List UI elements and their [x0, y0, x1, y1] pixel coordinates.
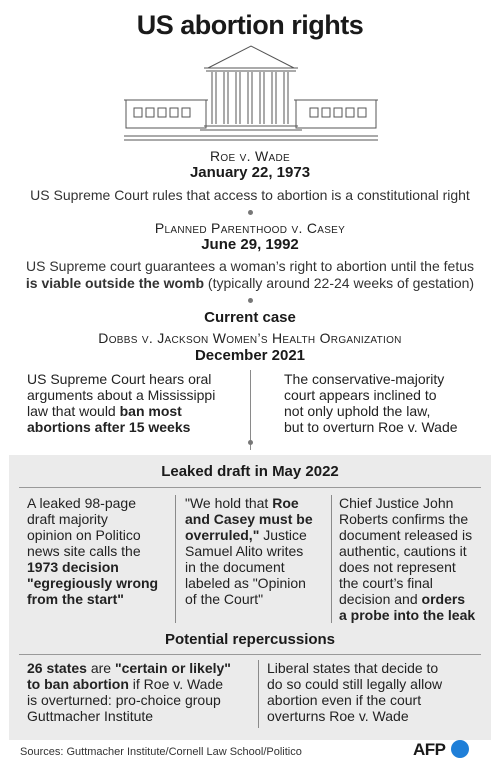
text-fragment: 26 states: [27, 660, 87, 676]
text-fragment: orders: [421, 591, 466, 607]
dobbs-left-text: [27, 371, 242, 435]
text-line: of the Court": [185, 591, 264, 607]
afp-logo: [413, 739, 470, 763]
current-case-heading: Current case: [204, 309, 296, 326]
casey-gestation-text: (typically around 22-24 weeks of gestation): [204, 275, 475, 291]
afp-globe-icon: [450, 739, 470, 759]
leaked-draft-heading: Leaked draft in May 2022: [161, 463, 339, 480]
afp-logo-text: AFP: [413, 740, 446, 759]
text-line: and Casey must be: [185, 511, 313, 527]
timeline-dot: [248, 440, 253, 445]
dobbs-right-text: [284, 371, 484, 435]
dobbs-case-name: Dobbs v. Jackson Women’s Health Organization: [98, 330, 402, 346]
roe-case-name: Roe v. Wade: [210, 148, 290, 164]
divider: [19, 487, 481, 488]
text-line: court appears inclined to: [284, 387, 437, 403]
text-fragment: "certain or likely": [114, 660, 231, 676]
text-line: A leaked 98-page: [27, 495, 136, 511]
text-fragment: law that would: [27, 403, 120, 419]
text-line: "egregiously wrong: [27, 575, 159, 591]
casey-description-line2: [0, 275, 500, 292]
column-divider: [250, 370, 251, 450]
leaked-draft-panel: [9, 455, 491, 740]
text-line: in the document: [185, 559, 285, 575]
text-line: [339, 591, 489, 607]
text-line: Roberts confirms the: [339, 511, 469, 527]
casey-description-line1: US Supreme court guarantees a woman’s right to abortion until the fetus: [26, 258, 474, 274]
repercussions-right: [267, 660, 487, 724]
timeline-dot: [248, 298, 253, 303]
casey-case-name: Planned Parenthood v. Casey: [154, 220, 346, 236]
text-line: The conservative-majority: [284, 371, 445, 387]
text-line: [185, 495, 330, 511]
text-line: authentic, cautions it: [339, 543, 467, 559]
text-line: a probe into the leak: [339, 607, 476, 623]
casey-viable-text: is viable outside the womb: [25, 275, 205, 291]
leaked-col-alito: [185, 495, 330, 607]
text-fragment: overruled,": [185, 527, 260, 543]
text-line: the court’s final: [339, 575, 433, 591]
repercussions-left: [27, 660, 255, 724]
text-line: does not represent: [339, 559, 456, 575]
roe-description: US Supreme Court rules that access to abortion is a constitutional right: [30, 187, 470, 203]
column-divider: [331, 495, 332, 623]
column-divider: [175, 495, 176, 623]
text-line: overturns Roe v. Wade: [267, 708, 409, 724]
column-divider: [258, 660, 259, 728]
infographic-title: US abortion rights: [136, 10, 364, 40]
text-line: [185, 527, 330, 543]
text-line: Liberal states that decide to: [267, 660, 439, 676]
text-fragment: Roe: [272, 495, 299, 511]
text-fragment: Justice: [259, 527, 307, 543]
dobbs-date: December 2021: [194, 347, 306, 364]
text-fragment: decision and: [339, 591, 422, 607]
divider: [19, 654, 481, 655]
text-line: Samuel Alito writes: [185, 543, 304, 559]
text-line: do so could still legally allow: [267, 676, 443, 692]
ban-most-text: ban most: [119, 403, 182, 419]
timeline-dot: [248, 210, 253, 215]
text-line: Chief Justice John: [339, 495, 454, 511]
text-line: abortions after 15 weeks: [27, 419, 191, 435]
text-line: Guttmacher Institute: [27, 708, 154, 724]
text-line: [27, 403, 242, 419]
repercussions-heading: Potential repercussions: [164, 631, 336, 648]
text-line: but to overturn Roe v. Wade: [284, 419, 458, 435]
text-line: arguments about a Mississippi: [27, 387, 216, 403]
leaked-col-politico: [27, 495, 172, 607]
text-line: [27, 676, 255, 692]
text-line: abortion even if the court: [267, 692, 422, 708]
text-fragment: if Roe v. Wade: [128, 676, 224, 692]
text-line: draft majority: [27, 511, 108, 527]
text-fragment: "We hold that: [185, 495, 273, 511]
text-line: news site calls the: [27, 543, 141, 559]
text-line: opinion on Politico: [27, 527, 141, 543]
casey-date: June 29, 1992: [201, 236, 299, 253]
text-line: 1973 decision: [27, 559, 119, 575]
supreme-court-building-icon: [120, 42, 380, 146]
text-line: not only uphold the law,: [284, 403, 431, 419]
text-fragment: are: [86, 660, 115, 676]
sources-text: Sources: Guttmacher Institute/Cornell Law School/Politico: [20, 746, 302, 758]
text-line: labeled as "Opinion: [185, 575, 306, 591]
leaked-col-roberts: [339, 495, 489, 623]
text-line: is overturned: pro-choice group: [27, 692, 221, 708]
text-line: from the start": [27, 591, 124, 607]
text-line: US Supreme Court hears oral: [27, 371, 212, 387]
text-line: [27, 660, 255, 676]
text-fragment: to ban abortion: [27, 676, 129, 692]
text-line: document released is: [339, 527, 473, 543]
roe-date: January 22, 1973: [189, 164, 311, 181]
